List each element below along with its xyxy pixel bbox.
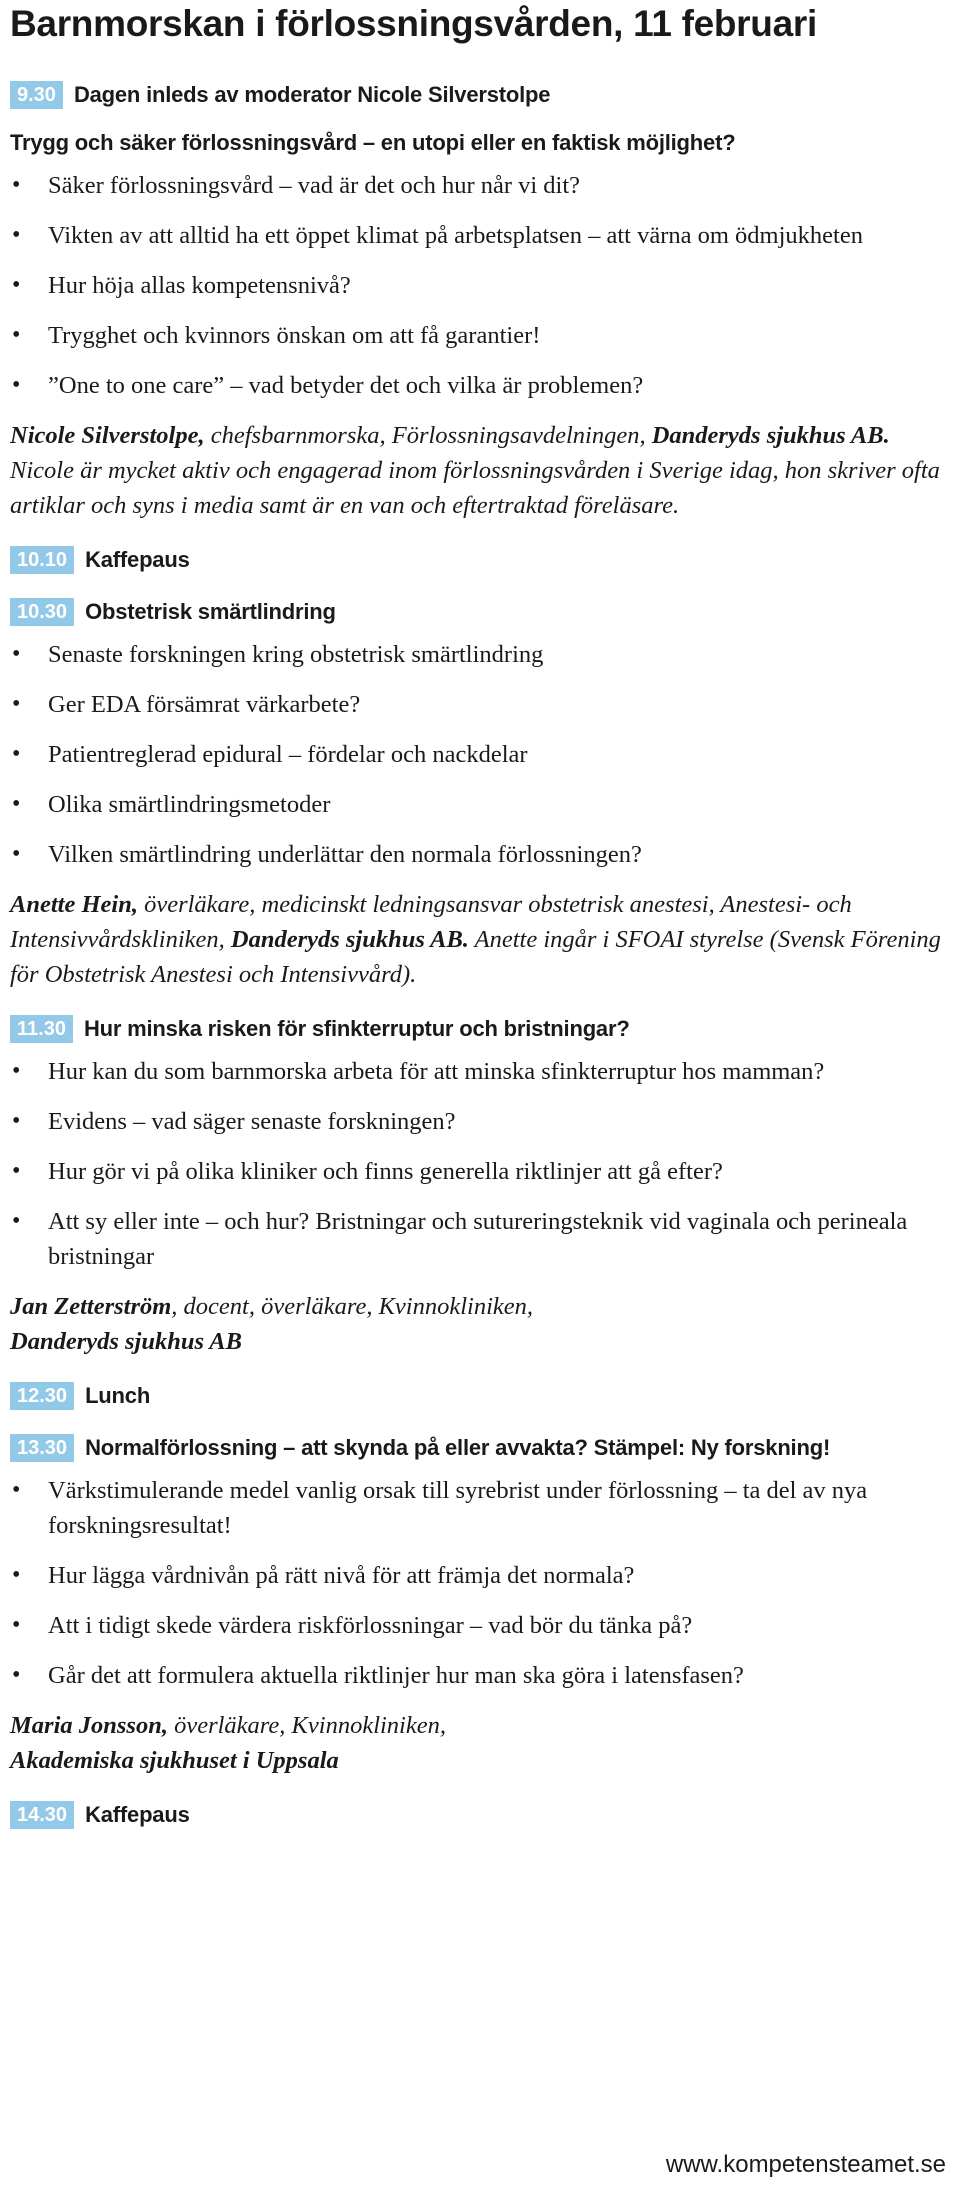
speaker-name: Nicole Silverstolpe, (10, 422, 205, 449)
speaker-org: Akademiska sjukhuset i Uppsala (10, 1747, 339, 1774)
list-item: • Evidens – vad säger senaste forskningen? (10, 1104, 948, 1139)
session-header (10, 545, 948, 575)
speaker-info (10, 418, 948, 523)
session-0930 (10, 80, 948, 523)
list-item: • Trygghet och kvinnors önskan om att få garantier! (10, 318, 948, 353)
list-item: • Senaste forskningen kring obstetrisk smärtlindring (10, 637, 948, 672)
time-badge: 10.30 (10, 598, 74, 626)
list-item: • Hur gör vi på olika kliniker och finns generella riktlinjer att gå efter? (10, 1154, 948, 1189)
list-item: • Säker förlossningsvård – vad är det och hur når vi dit? (10, 168, 948, 203)
speaker-info (10, 1289, 948, 1359)
session-title: Obstetrisk smärtlindring (85, 599, 336, 624)
session-header (10, 597, 948, 627)
list-item: • Ger EDA försämrat värkarbete? (10, 687, 948, 722)
speaker-org: Danderyds sjukhus AB. (230, 926, 469, 953)
speaker-info (10, 887, 948, 992)
session-title: Normalförlossning – att skynda på eller avvakta? Stämpel: Ny forskning! (85, 1435, 831, 1460)
list-item: • Patientreglerad epidural – fördelar och nackdelar (10, 737, 948, 772)
list-item: • Går det att formulera aktuella riktlinjer hur man ska göra i latensfasen? (10, 1658, 948, 1693)
session-title: Dagen inleds av moderator Nicole Silverstolpe (73, 82, 551, 107)
session-1230 (10, 1381, 948, 1411)
speaker-name: Anette Hein, (10, 891, 138, 918)
session-1010 (10, 545, 948, 575)
session-subtitle: Trygg och säker förlossningsvård – en utopi eller en faktisk möjlighet? (10, 130, 736, 155)
session-header (10, 1800, 948, 1830)
list-item: • Vikten av att alltid ha ett öppet klimat på arbetsplatsen – att värna om ödmjukheten (10, 218, 948, 253)
list-item: • Hur kan du som barnmorska arbeta för att minska sfinkterruptur hos mamman? (10, 1054, 948, 1089)
page-title: Barnmorskan i förlossningsvården, 11 februari (10, 3, 817, 44)
footer-url[interactable]: www.kompetensteamet.se (665, 2151, 946, 2178)
speaker-org: Danderyds sjukhus AB. (651, 422, 890, 449)
speaker-org: Danderyds sjukhus AB (10, 1328, 242, 1355)
speaker-bio: Anette ingår i SFOAI styrelse (Svensk Förening för Obstetrisk Anestesi och Intensivvård). (10, 926, 941, 988)
time-badge: 9.30 (10, 81, 63, 109)
time-badge: 10.10 (10, 546, 74, 574)
session-header (10, 1014, 948, 1044)
speaker-role: , docent, överläkare, Kvinnokliniken, (171, 1293, 534, 1320)
speaker-role: överläkare, medicinskt ledningsansvar obstetrisk anestesi, Anestesi- och Intensivvårdskliniken, (10, 891, 852, 953)
list-item: • Hur höja allas kompetensnivå? (10, 268, 948, 303)
session-1030 (10, 597, 948, 992)
session-header (10, 1381, 948, 1411)
bullet-list (10, 1473, 948, 1693)
session-header (10, 80, 948, 110)
list-item: • Värkstimulerande medel vanlig orsak till syrebrist under förlossning – ta del av nya forskningsresultat! (10, 1473, 948, 1543)
session-title: Hur minska risken för sfinkterruptur och bristningar? (83, 1016, 630, 1041)
session-1430 (10, 1800, 948, 1830)
session-title: Kaffepaus (85, 547, 190, 572)
bullet-list (10, 1054, 948, 1274)
list-item: • Att sy eller inte – och hur? Bristningar och sutureringsteknik vid vaginala och perineala bristningar (10, 1204, 948, 1274)
bullet-list (10, 637, 948, 872)
session-header (10, 1433, 948, 1463)
list-item: • Vilken smärtlindring underlättar den normala förlossningen? (10, 837, 948, 872)
speaker-name: Maria Jonsson, (10, 1712, 168, 1739)
time-badge: 13.30 (10, 1434, 74, 1462)
speaker-bio: Nicole är mycket aktiv och engagerad inom förlossningsvården i Sverige idag, hon skriver ofta artiklar och syns i media samt är en van och eftertraktad föreläsare. (10, 457, 940, 519)
list-item: • Olika smärtlindringsmetoder (10, 787, 948, 822)
list-item: • ”One to one care” – vad betyder det och vilka är problemen? (10, 368, 948, 403)
list-item: • Hur lägga vårdnivån på rätt nivå för att främja det normala? (10, 1558, 948, 1593)
session-1330 (10, 1433, 948, 1778)
session-title: Kaffepaus (85, 1802, 190, 1827)
time-badge: 14.30 (10, 1801, 74, 1829)
speaker-role: överläkare, Kvinnokliniken, (167, 1712, 446, 1739)
speaker-name: Jan Zetterström (10, 1293, 172, 1320)
time-badge: 11.30 (10, 1015, 73, 1043)
speaker-role: chefsbarnmorska, Förlossningsavdelningen, (204, 422, 652, 449)
speaker-info (10, 1708, 948, 1778)
bullet-list (10, 168, 948, 403)
session-title: Lunch (85, 1383, 151, 1408)
session-1130 (10, 1014, 948, 1359)
time-badge: 12.30 (10, 1382, 74, 1410)
list-item: • Att i tidigt skede värdera riskförlossningar – vad bör du tänka på? (10, 1608, 948, 1643)
